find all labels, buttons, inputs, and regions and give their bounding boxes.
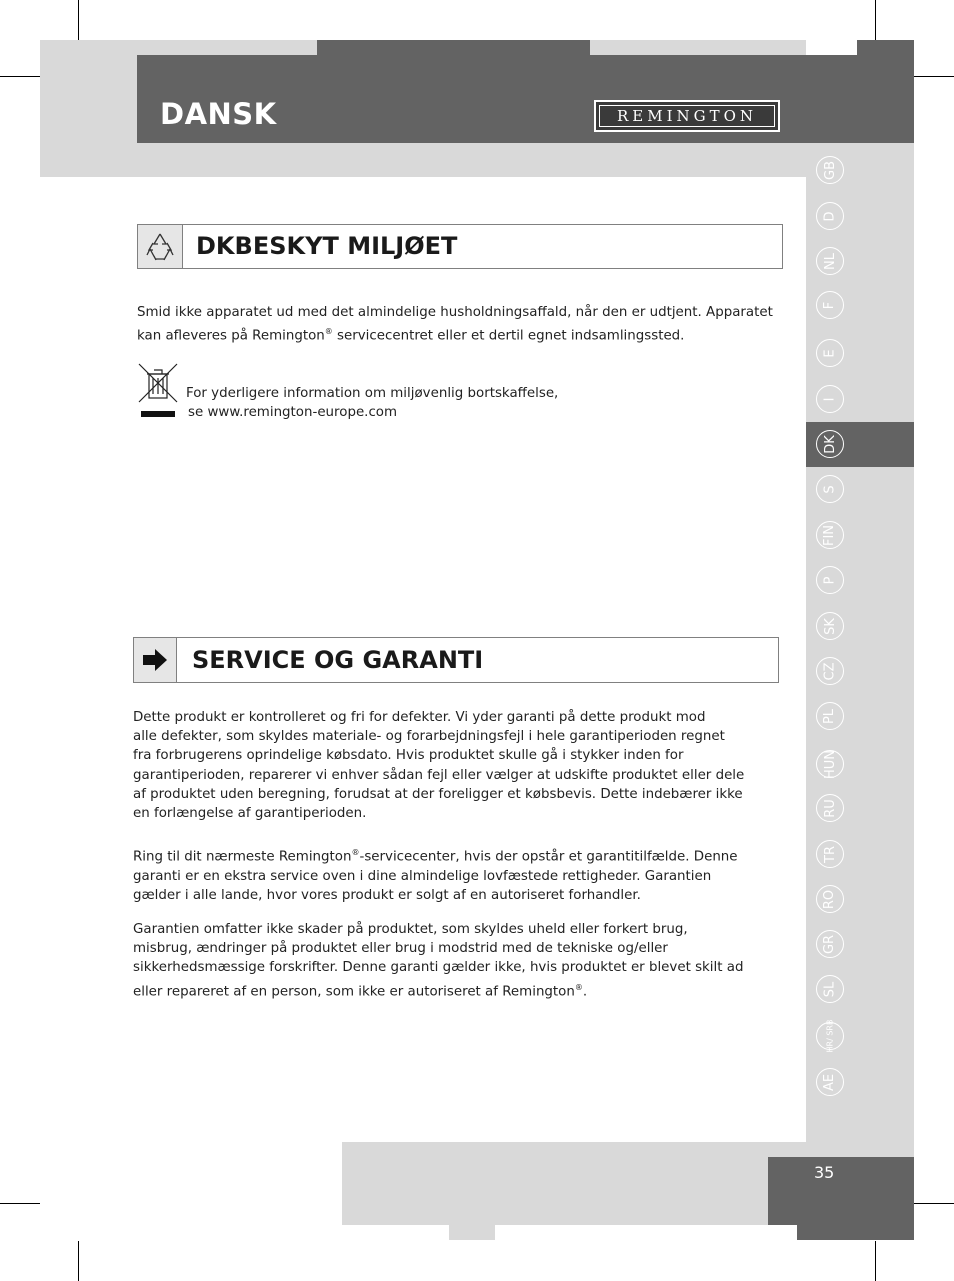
language-tab-label: P (822, 576, 838, 584)
text-fragment: eller repareret af en person, som ikke er autoriseret af Remington (133, 984, 575, 1000)
text-line: Garantien omfatter ikke skader på produktet, som skyldes uheld eller forkert brug, (133, 922, 688, 937)
section-header-service (133, 637, 779, 683)
weee-info (186, 384, 606, 422)
text-line: sikkerhedsmæssige forskrifter. Denne garanti gælder ikke, hvis produktet er blevet skilt ad (133, 960, 744, 976)
arrow-right-icon (134, 638, 177, 682)
language-tab-ru[interactable] (816, 794, 844, 822)
page-number-box-tail (797, 1224, 914, 1240)
environment-paragraph (137, 303, 787, 346)
language-tab-ro[interactable] (816, 885, 844, 913)
language-tab-label: I (822, 397, 838, 401)
text-fragment: -servicecenter, hvis der opstår et garantitilfælde. Denne (359, 849, 738, 865)
text-line: For yderligere information om miljøvenlig bortskaffelse, (186, 386, 559, 401)
text-line: fra forbrugerens oprindelige købsdato. Hvis produktet skulle gå i stykker inden for (133, 748, 684, 764)
language-tab-label: TR (822, 845, 838, 863)
crop-mark (875, 0, 876, 40)
language-tab-label: RO (822, 889, 838, 909)
service-paragraph-1 (133, 708, 773, 823)
registered-mark: ® (351, 848, 360, 857)
section-header-environment (137, 224, 783, 269)
section-title-environment: DKBESKYT MILJØET (196, 232, 458, 260)
text-line: alle defekter, som skyldes materiale- og forarbejdningsfejl i hele garantiperioden regnet (133, 729, 725, 745)
text-line: garantiperioden, reparerer vi enhver sådan fejl eller vælger at udskifte produktet eller dele (133, 767, 745, 783)
language-tab-label: E (822, 348, 838, 358)
section-title-service: SERVICE OG GARANTI (192, 646, 484, 674)
language-tab-fin[interactable] (816, 521, 844, 549)
language-tab-label: CZ (822, 662, 838, 680)
language-tab-label: S (822, 484, 838, 494)
language-tab-e[interactable] (816, 339, 844, 367)
text-line (137, 322, 787, 346)
text-line (133, 843, 773, 867)
language-tab-hun[interactable] (816, 750, 844, 778)
language-tab-sk[interactable] (816, 612, 844, 640)
language-tab-label: PL (822, 708, 838, 724)
language-tab-cz[interactable] (816, 657, 844, 685)
text-line: se www.remington-europe.com (188, 405, 398, 421)
footer-band (342, 1142, 806, 1225)
crop-mark (914, 1203, 954, 1204)
crop-mark (0, 76, 40, 77)
crop-mark (78, 0, 79, 40)
page-number-box (768, 1157, 914, 1225)
header-notch (857, 40, 914, 56)
service-paragraph-3 (133, 920, 773, 1001)
crop-mark (78, 1241, 79, 1281)
language-tab-label: AE (822, 1073, 838, 1091)
text-fragment: kan afleveres på Remington (137, 328, 325, 344)
text-line: garanti er en ekstra service oven i dine almindelige lovfæstede rettigheder. Garantien (133, 868, 712, 884)
language-tab-p[interactable] (816, 566, 844, 594)
service-paragraph-2 (133, 843, 773, 905)
registered-mark: ® (324, 327, 333, 337)
footer-notch (449, 1224, 495, 1240)
language-tab-ae[interactable] (816, 1068, 844, 1096)
text-fragment: Ring til dit nærmeste Remington (133, 849, 352, 865)
language-tab-label: F (822, 301, 838, 309)
language-tab-label: FIN (822, 524, 838, 546)
language-tab-label: HUN (822, 749, 838, 779)
crossed-bin-icon (137, 362, 179, 420)
language-tab-label: GB (822, 160, 838, 180)
language-tab-sl[interactable] (816, 975, 844, 1003)
language-tab-label: D (822, 210, 838, 222)
language-tab-dk[interactable] (816, 430, 844, 458)
text-line (133, 978, 773, 1002)
language-tab-tr[interactable] (816, 840, 844, 868)
text-fragment: . (582, 984, 588, 1000)
text-line: gælder i alle lande, hvor vores produkt er solgt af en autoriseret forhandler. (133, 887, 641, 903)
crop-mark (875, 1241, 876, 1281)
text-line: Dette produkt er kontrolleret og fri for defekter. Vi yder garanti på dette produkt mod (133, 710, 706, 725)
recycle-icon (138, 225, 183, 268)
text-line: en forlængelse af garantiperioden. (133, 806, 367, 822)
language-tab-label: SL (822, 981, 838, 997)
language-tab-label: SK (822, 617, 838, 635)
language-tab-s[interactable] (816, 475, 844, 503)
language-tab-gr[interactable] (816, 930, 844, 958)
text-line: misbrug, ændringer på produktet eller brug i modstrid med de tekniske og/eller (133, 941, 668, 957)
remington-logo (594, 100, 780, 132)
language-tab-label: GR (822, 934, 838, 954)
page-title: DANSK (160, 97, 277, 131)
language-tab-i[interactable] (816, 385, 844, 413)
language-tab-pl[interactable] (816, 702, 844, 730)
header-tab-left (40, 40, 125, 56)
language-tab-f[interactable] (816, 291, 844, 319)
language-tab-label: NL (822, 252, 838, 270)
language-tab-gb[interactable] (816, 156, 844, 184)
language-tab-nl[interactable] (816, 247, 844, 275)
header-notch (317, 40, 590, 56)
language-tab-hrsrb[interactable] (816, 1019, 844, 1053)
registered-mark: ® (574, 982, 583, 992)
brand-name: REMINGTON (616, 107, 758, 125)
crop-mark (914, 76, 954, 77)
footer-band (806, 1142, 914, 1158)
language-tab-label: HR/ SRB (825, 1019, 834, 1053)
text-line: af produktet uden beregning, forudsat at der foreligger et købsbevis. Dette indebærer ikke (133, 786, 743, 802)
page-number: 35 (814, 1163, 835, 1182)
text-fragment: servicecentret eller et dertil egnet indsamlingssted. (332, 328, 685, 344)
language-tab-label: DK (822, 434, 838, 454)
language-tab-label: RU (822, 798, 838, 818)
text-line: Smid ikke apparatet ud med det almindelige husholdningsaffald, når den er udtjent. Apparatet (137, 305, 773, 320)
language-tab-d[interactable] (816, 202, 844, 230)
crop-mark (0, 1203, 40, 1204)
